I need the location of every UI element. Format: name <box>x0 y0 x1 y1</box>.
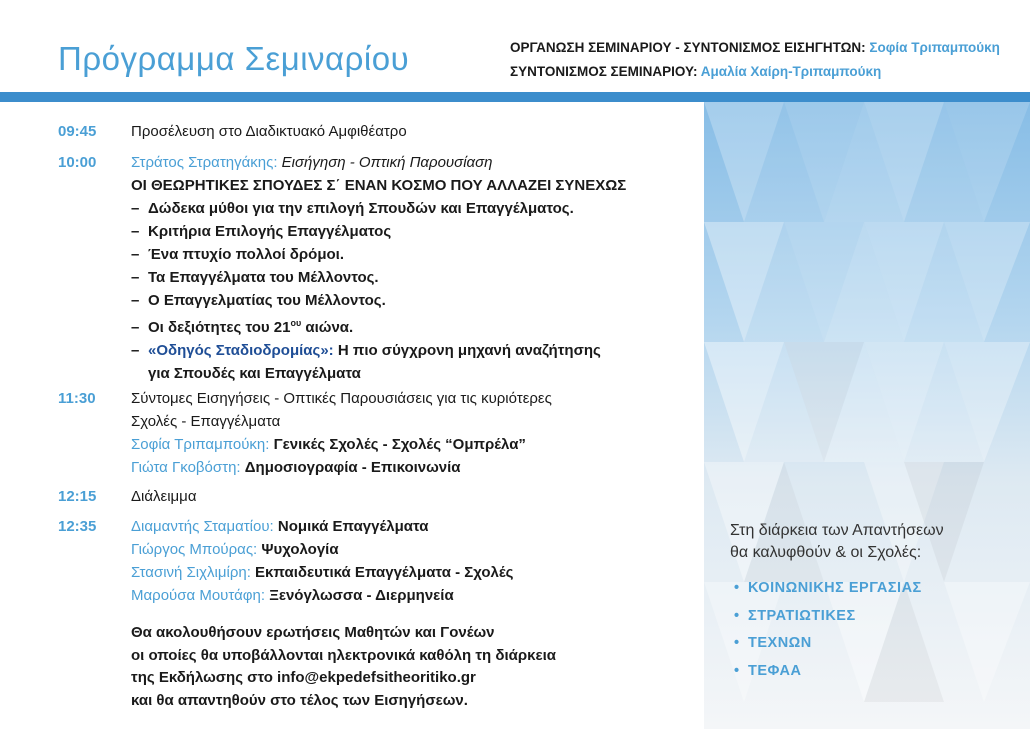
page-title: Πρόγραμμα Σεμιναρίου <box>58 40 410 77</box>
list-item <box>734 635 922 663</box>
slot-text: Διάλειμμα <box>131 488 197 505</box>
dash-icon: – <box>131 223 140 240</box>
organizers <box>510 36 1000 84</box>
list-item: – Δώδεκα μύθοι για την επιλογή Σπουδών και Επαγγέλματος. <box>131 197 706 220</box>
coordinator-name: Αμαλία Χαίρη-Τριπαμπούκη <box>700 64 882 79</box>
organizer-label: ΟΡΓΑΝΩΣΗ ΣΕΜΙΝΑΡΙΟΥ - ΣΥΝΤΟΝΙΣΜΟΣ ΕΙΣΗΓΗΤΩΝ: <box>510 40 866 55</box>
header <box>0 0 1030 92</box>
bullet-icon: • <box>734 607 740 624</box>
list-item <box>734 580 922 608</box>
dash-icon: – <box>131 246 140 263</box>
dash-icon: – <box>131 269 140 286</box>
list-item: – Κριτήρια Επιλογής Επαγγέλματος <box>131 220 706 243</box>
guide-link[interactable]: «Οδηγός Σταδιοδρομίας»: <box>148 342 334 359</box>
talk-headline: ΟΙ ΘΕΩΡΗΤΙΚΕΣ ΣΠΟΥΔΕΣ Σ΄ ΕΝΑΝ ΚΟΣΜΟ ΠΟΥ ΑΛΛΑΖΕΙ ΣΥΝΕΧΩΣ <box>131 177 627 194</box>
footer-line: Θα ακολουθήσουν ερωτήσεις Μαθητών και Γονέων <box>131 624 495 641</box>
speaker-name: Σοφία Τριπαμπούκη: <box>131 436 270 453</box>
speaker-line <box>131 584 706 607</box>
footer-note <box>131 622 651 712</box>
sidebar-note-line: Στη διάρκεια των Απαντήσεων <box>730 522 944 539</box>
list-item: – Ένα πτυχίο πολλοί δρόμοι. <box>131 243 706 266</box>
speaker-topic: Γενικές Σχολές - Σχολές “Ομπρέλα” <box>273 436 526 453</box>
bullet-icon: • <box>734 580 740 596</box>
sidebar-panel <box>704 102 1030 729</box>
school-name: ΣΤΡΑΤΙΩΤΙΚΕΣ <box>748 607 856 624</box>
speaker-topic: Δημοσιογραφία - Επικοινωνία <box>244 459 461 476</box>
list-item: – Ο Επαγγελματίας του Μέλλοντος. <box>131 289 706 312</box>
speaker-name: Μαρούσα Μουτάφη: <box>131 587 266 604</box>
speaker-name: Στράτος Στρατηγάκης: <box>131 154 278 171</box>
speaker-topic: Εκπαιδευτικά Επαγγέλματα - Σχολές <box>255 564 514 581</box>
schools-list <box>734 580 922 690</box>
dash-icon: – <box>131 342 140 359</box>
footer-line: οι οποίες θα υποβάλλονται ηλεκτρονικά καθόλη τη διάρκεια <box>131 646 556 664</box>
coordinator-line <box>510 60 1000 84</box>
speaker-line <box>131 561 706 584</box>
school-name: ΤΕΦΑΑ <box>748 662 802 679</box>
speaker-name: Στασινή Σιχλιμίρη: <box>131 564 251 581</box>
bullet-icon: • <box>734 635 740 651</box>
slot-time: 09:45 <box>58 123 97 140</box>
school-name: ΚΟΙΝΩΝΙΚΗΣ ΕΡΓΑΣΙΑΣ <box>748 580 922 596</box>
list-item: – Τα Επαγγέλματα του Μέλλοντος. <box>131 266 706 289</box>
slot-text: Σύντομες Εισηγήσεις - Οπτικές Παρουσιάσεις για τις κυριότερες <box>131 390 552 407</box>
slot-text: Προσέλευση στο Διαδικτυακό Αμφιθέατρο <box>131 123 407 140</box>
coordinator-label: ΣΥΝΤΟΝΙΣΜΟΣ ΣΕΜΙΝΑΡΙΟΥ: <box>510 64 698 79</box>
organizer-line <box>510 36 1000 60</box>
slot-text: Σχολές - Επαγγέλματα <box>131 413 281 430</box>
speaker-line <box>131 538 706 561</box>
slot-body <box>131 515 706 607</box>
slot-time: 12:15 <box>58 488 97 505</box>
slot-body <box>131 151 706 385</box>
speaker-role: Εισήγηση - Οπτική Παρουσίαση <box>281 154 493 171</box>
sidebar-note-line: θα καλυφθούν & οι Σχολές: <box>730 544 922 561</box>
slot-time: 10:00 <box>58 154 97 171</box>
dash-icon: – <box>131 200 140 217</box>
speaker-line <box>131 456 706 479</box>
speaker-line <box>131 151 706 174</box>
dash-icon: – <box>131 319 140 336</box>
speaker-name: Γιώτα Γκοβόστη: <box>131 459 241 476</box>
speaker-topic: Νομικά Επαγγέλματα <box>277 518 429 535</box>
footer-line: και θα απαντηθούν στο τέλος των Εισηγήσεων. <box>131 691 468 709</box>
speaker-name: Γιώργος Μπούρας: <box>131 541 258 558</box>
bullet-icon: • <box>734 662 740 679</box>
speaker-line <box>131 515 706 538</box>
header-divider-bar <box>0 92 1030 102</box>
slot-time: 12:35 <box>58 518 97 535</box>
speaker-line <box>131 433 706 456</box>
dash-icon: – <box>131 292 140 309</box>
list-item: – «Οδηγός Σταδιοδρομίας»: Η πιο σύγχρονη μηχανή αναζήτησης <box>131 339 706 362</box>
speaker-topic: Ψυχολογία <box>261 541 339 558</box>
sidebar-note <box>730 520 944 564</box>
footer-line: της Εκδήλωσης στο info@ekpedefsitheoritiko.gr <box>131 669 476 686</box>
list-item <box>734 608 922 636</box>
list-item <box>734 663 922 691</box>
school-name: ΤΕΧΝΩΝ <box>748 635 812 651</box>
speaker-topic: Ξενόγλωσσα - Διερμηνεία <box>269 587 454 604</box>
speaker-name: Διαμαντής Σταματίου: <box>131 518 274 535</box>
list-item-continuation: για Σπουδές και Επαγγέλματα <box>148 365 361 382</box>
organizer-name: Σοφία Τριπαμπούκη <box>869 40 1000 55</box>
slot-time: 11:30 <box>58 390 96 407</box>
list-item: – Οι δεξιότητες του $21^{o\upsilon}$ αιώνα. <box>131 312 706 339</box>
slot-body <box>131 387 706 479</box>
superscript: ου <box>290 318 302 328</box>
